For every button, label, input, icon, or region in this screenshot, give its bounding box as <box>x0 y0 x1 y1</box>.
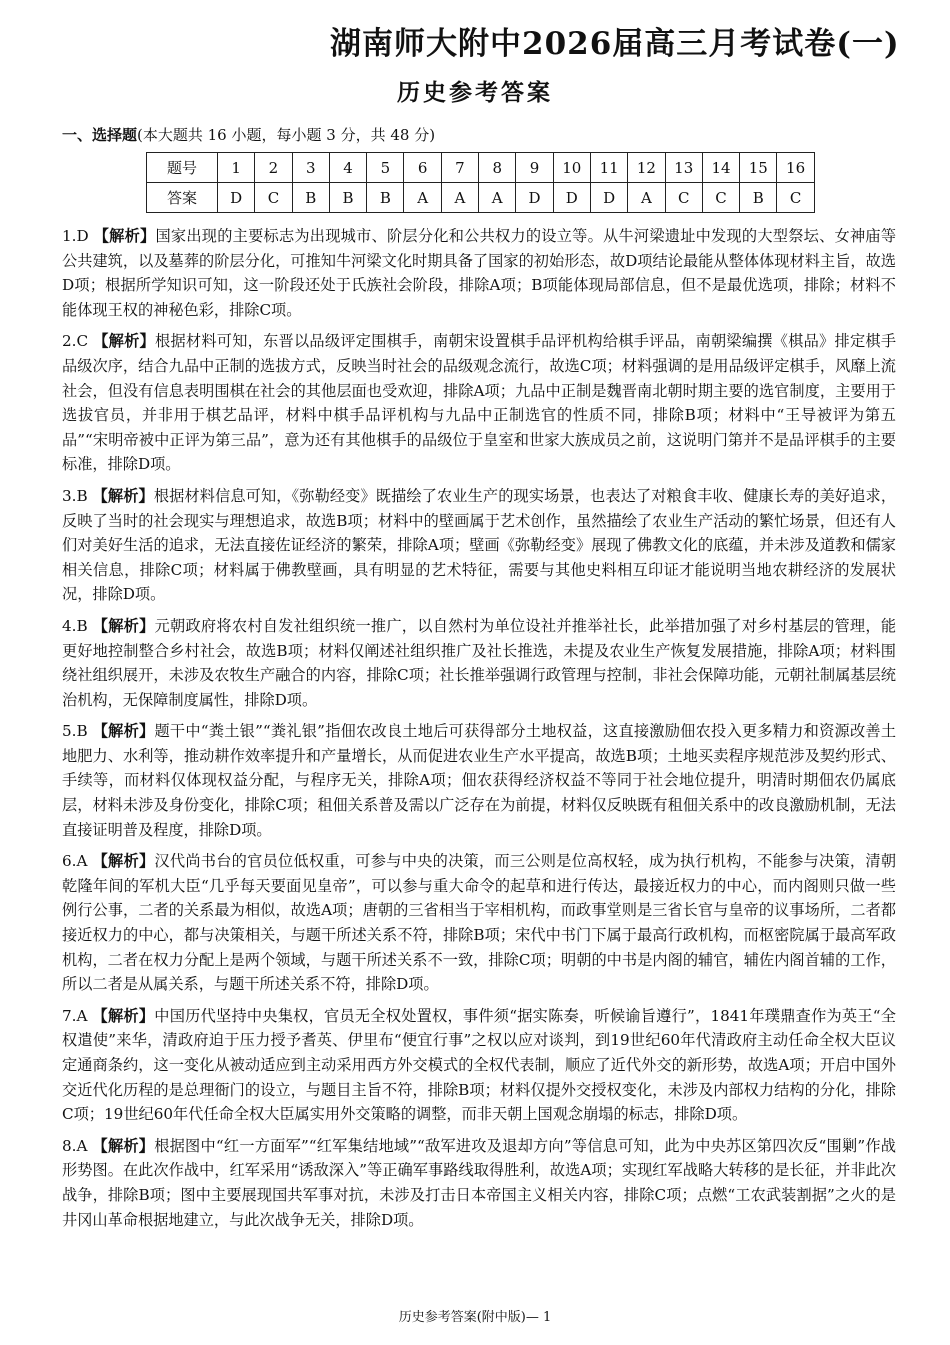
explanation-item <box>62 484 896 607</box>
explanation-paragraph <box>62 1134 896 1232</box>
question-answer-label: 7.A <box>62 1006 88 1025</box>
page-subtitle: 历史参考答案 <box>397 79 553 106</box>
question-answer-label: 3.B <box>62 486 88 505</box>
explanation-item <box>62 719 896 842</box>
explanation-paragraph <box>62 1004 896 1127</box>
explanation-item <box>62 614 896 712</box>
explanation-item <box>62 1004 896 1127</box>
answer-cell: B <box>329 183 366 213</box>
question-answer-label: 5.B <box>62 722 88 741</box>
question-number-cell: 3 <box>292 153 329 183</box>
question-answer-label: 8.A <box>62 1136 88 1155</box>
explanation-item <box>62 329 896 477</box>
question-number-cell: 4 <box>329 153 366 183</box>
question-number-cell: 16 <box>777 153 814 183</box>
answer-cell: D <box>590 183 627 213</box>
section-label: 一、选择题 <box>62 126 138 144</box>
analysis-tag: 【解析】 <box>92 852 155 871</box>
answer-cell: C <box>702 183 739 213</box>
question-answer-label: 4.B <box>62 616 88 635</box>
explanation-paragraph <box>62 719 896 842</box>
analysis-tag: 【解析】 <box>92 616 155 635</box>
explanation-item <box>62 1134 896 1232</box>
question-number-cell: 11 <box>590 153 627 183</box>
question-number-cell: 15 <box>740 153 777 183</box>
answer-cell: A <box>628 183 665 213</box>
question-number-cell: 2 <box>255 153 292 183</box>
analysis-tag: 【解析】 <box>92 1136 155 1155</box>
page-footer: 历史参考答案(附中版)— 1 <box>398 1310 552 1325</box>
analysis-tag: 【解析】 <box>92 486 154 505</box>
explanation-text: 根据材料信息可知，《弥勒经变》既描绘了农业生产的现实场景，也表达了对粮食丰收、健康长寿的美好追求，反映了当时的社会现实与理想追求，故选B项；材料中的壁画属于艺术创作，虽然描绘了农业生产活动的繁忙场景，但还有人们对美好生活的追求，无法直接佐证经济的繁荣，排除A项；壁画《弥勒经变》展现了佛教文化的底蕴，并未涉及道教和儒家相关信息，排除C项；材料属于佛教壁画，具有明显的艺术特征，需要与其他史料相互印证才能说明当地农耕经济的发展状况，排除D项。 <box>62 486 897 604</box>
analysis-tag: 【解析】 <box>92 1006 155 1025</box>
question-number-cell: 9 <box>516 153 553 183</box>
question-number-cell: 6 <box>404 153 441 183</box>
explanation-paragraph <box>62 849 896 997</box>
explanation-item <box>62 224 896 322</box>
question-number-row <box>147 153 815 183</box>
explanation-text: 根据材料可知，东晋以品级评定围棋手，南朝宋设置棋手品评机构给棋手评品，南朝梁编撰《棋品》排定棋手品级次序，结合九品中正制的选拔方式，反映当时社会的品级观念流行，故选C项；材料强调的是用品级评定棋手，风靡上流社会，但没有信息表明围棋在社会的其他层面也受欢迎，排除A项；九品中正制是魏晋南北朝时期主要的选官制度，主要用于选拔官员，并非用于棋艺品评，材料中棋手品评机构与九品中正制选官的性质不同，排除B项；材料中“王导被评为第五品”“宋明帝被中正评为第三品”，意为还有其他棋手的品级位于皇室和世家大族成员之前，这说明门第并不是品评棋手的主要标准，排除D项。 <box>62 332 897 474</box>
explanation-paragraph <box>62 224 896 322</box>
explanation-text: 国家出现的主要标志为出现城市、阶层分化和公共权力的设立等。从牛河梁遗址中发现的大型祭坛、女神庙等公共建筑，以及墓葬的阶层分化，可推知牛河梁文化时期具备了国家的初始形态，故D项结论最能从整体体现材料主旨，故选D项；根据所学知识可知，这一阶段还处于氏族社会阶段，排除A项；B项能体现局部信息，但不是最优选项，排除；材料不能体现王权的神秘色彩，排除C项。 <box>62 227 897 319</box>
explanation-list <box>62 224 896 1239</box>
explanation-text: 汉代尚书台的官员位低权重，可参与中央的决策，而三公则是位高权轻，成为执行机构，不能参与决策，清朝乾隆年间的军机大臣“几乎每天要面见皇帝”，可以参与重大命令的起草和进行传达，最接近权力的中心，而内阁则只做一些例行公事，二者的关系最为相似，故选A项；唐朝的三省相当于宰相机构，而政事堂则是三省长官与皇帝的议事场所，二者都接近权力的中心，都与决策相关，与题干所述关系不符，排除B项；宋代中书门下属于最高行政机构，而枢密院属于最高军政机构，二者在权力分配上是两个领域，与题干所述关系不一致，排除C项；明朝的中书是内阁的辅官，辅佐内阁首辅的工作，所以二者是从属关系，与题干所述关系不符，排除D项。 <box>62 852 897 994</box>
section-heading <box>62 124 435 145</box>
analysis-tag: 【解析】 <box>92 722 155 741</box>
explanation-text: 元朝政府将农村自发社组织统一推广，以自然村为单位设社并推举社长，此举措加强了对乡村基层的管理，能更好地控制整合乡村社会，故选B项；材料仅阐述社组织推广及社长推选，未提及农业生产恢复发展措施，排除A项；材料围绕社组织展开，未涉及农牧生产融合的内容，排除C项；社长推举强调行政管理与控制，非社会保障功能，元朝社制属基层统治机构，无保障制度属性，排除D项。 <box>62 616 897 709</box>
question-number-cell: 14 <box>702 153 739 183</box>
question-answer-label: 1.D <box>62 227 89 245</box>
answer-cell: A <box>479 183 516 213</box>
explanation-paragraph <box>62 329 896 477</box>
answer-cell: C <box>255 183 292 213</box>
question-number-cell: 12 <box>628 153 665 183</box>
answer-table <box>146 152 815 213</box>
exam-title: 湖南师大附中2026届高三月考试卷(一) <box>330 26 900 62</box>
explanation-paragraph <box>62 614 896 712</box>
answer-cell: B <box>367 183 404 213</box>
answer-cell: C <box>665 183 702 213</box>
row-label-answer: 答案 <box>147 183 218 213</box>
answer-cell: D <box>553 183 590 213</box>
answer-cell: D <box>516 183 553 213</box>
question-number-cell: 8 <box>479 153 516 183</box>
analysis-tag: 【解析】 <box>93 332 155 351</box>
answer-row <box>147 183 815 213</box>
explanation-text: 根据图中“红一方面军”“红军集结地域”“敌军进攻及退却方向”等信息可知，此为中央苏区第四次反“围剿”作战形势图。在此次作战中，红军采用“诱敌深入”等正确军事路线取得胜利，故选A项；实现红军战略大转移的是长征，并非此次战争，排除B项；图中主要展现国共军事对抗，未涉及打击日本帝国主义相关内容，排除C项；点燃“工农武装割据”之火的是井冈山革命根据地建立，与此次战争无关，排除D项。 <box>62 1136 896 1229</box>
row-label-number: 题号 <box>147 153 218 183</box>
question-number-cell: 7 <box>441 153 478 183</box>
answer-cell: B <box>740 183 777 213</box>
explanation-text: 中国历代坚持中央集权，官员无全权处置权，事件须“据实陈奏，听候谕旨遵行”，1841年璞鼎查作为英王“全权遣使”来华，清政府迫于压力授予耆英、伊里布“便宜行事”之权以应对谈判，到19世纪60年代清政府主动任命全权大臣议定通商条约，这一变化从被动适应到主动采用西方外交模式的全权代表制，顺应了近代外交的新形势，故选A项；开启中国外交近代化历程的是总理衙门的设立，与题目主旨不符，排除B项；材料仅提外交授权变化，未涉及内部权力结构的分化，排除C项；19世纪60年代任命全权大臣属实用外交策略的调整，而非天朝上国观念崩塌的标志，排除D项。 <box>62 1006 896 1124</box>
question-answer-label: 2.C <box>62 332 89 351</box>
question-answer-label: 6.A <box>62 852 88 871</box>
question-number-cell: 5 <box>367 153 404 183</box>
answer-cell: D <box>218 183 255 213</box>
explanation-text: 题干中“粪土银”“粪礼银”指佃农改良土地后可获得部分土地权益，这直接激励佃农投入更多精力和资源改善土地肥力、水利等，推动耕作效率提升和产量增长，从而促进农业生产水平提高，故选B项；土地买卖程序规范涉及契约形式、手续等，而材料仅体现权益分配，与程序无关，排除A项；佃农获得经济权益不等同于社会地位提升，明清时期佃农仍属底层，材料未涉及身份变化，排除C项；租佃关系普及需以广泛存在为前提，材料仅反映既有租佃关系中的改良激励机制，无法直接证明普及程度，排除D项。 <box>62 722 897 839</box>
answer-cell: A <box>404 183 441 213</box>
question-number-cell: 10 <box>553 153 590 183</box>
explanation-item <box>62 849 896 997</box>
answer-cell: C <box>777 183 814 213</box>
answer-cell: B <box>292 183 329 213</box>
question-number-cell: 13 <box>665 153 702 183</box>
question-number-cell: 1 <box>218 153 255 183</box>
answer-cell: A <box>441 183 478 213</box>
analysis-tag: 【解析】 <box>93 227 156 245</box>
section-note: (本大题共 16 小题，每小题 3 分，共 48 分) <box>137 126 436 144</box>
explanation-paragraph <box>62 484 896 607</box>
